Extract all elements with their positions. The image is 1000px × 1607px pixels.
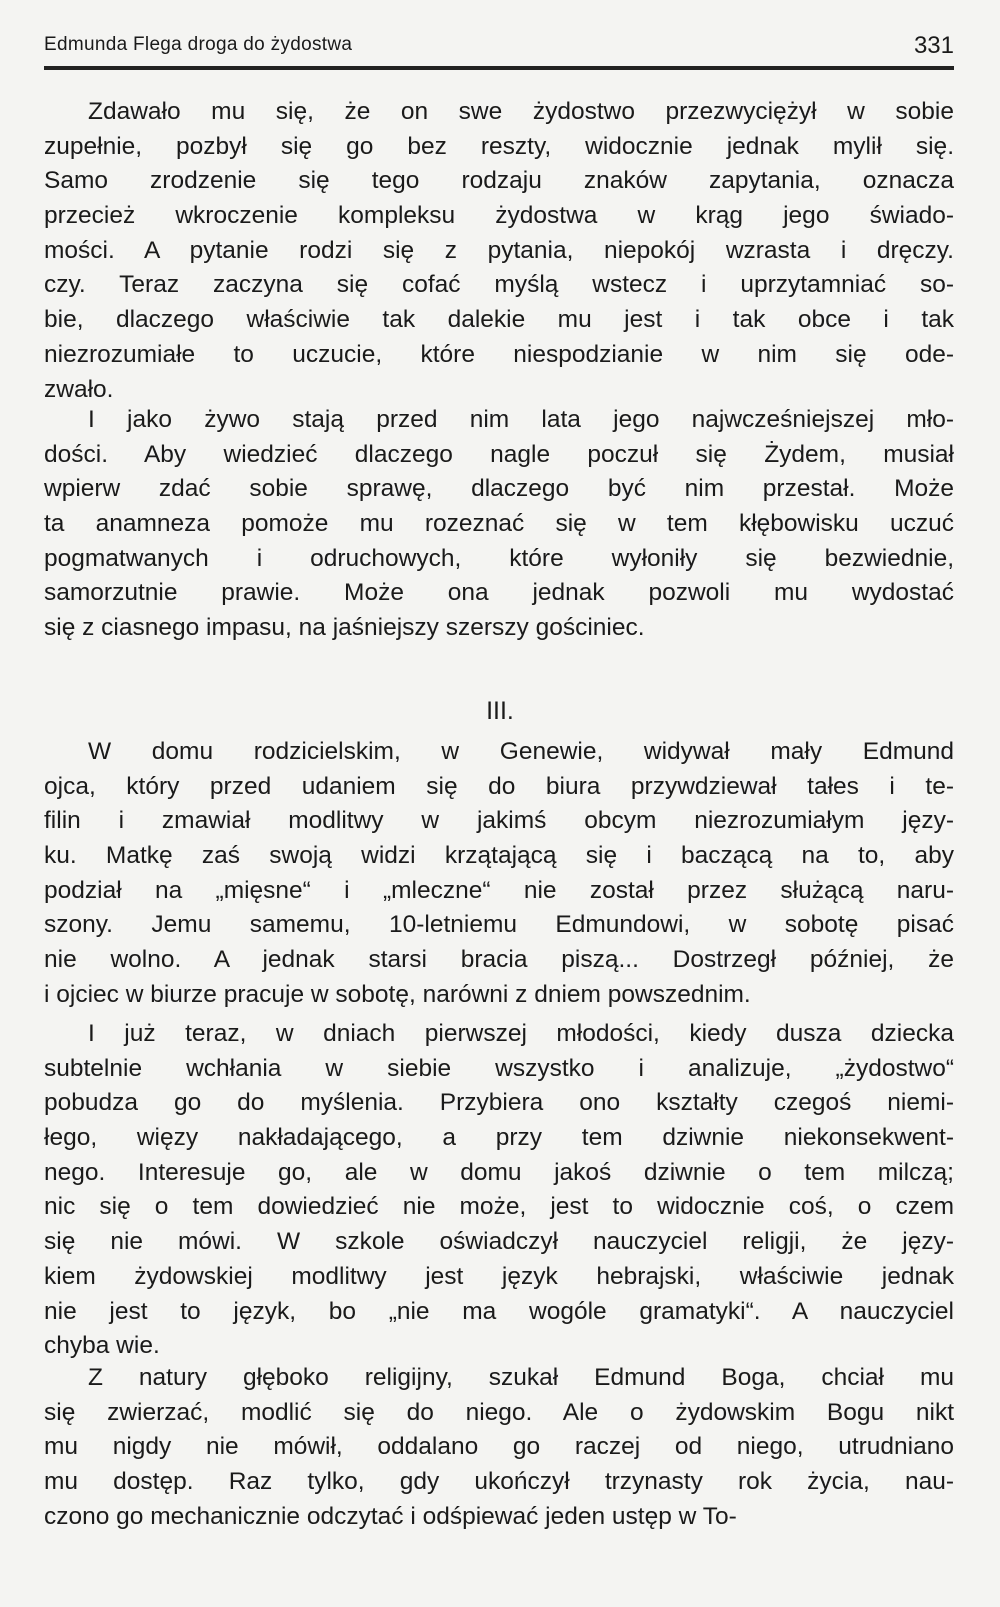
text-line: niezrozumiałe to uczucie, które niespodzianie w nim się ode- (44, 340, 954, 368)
text-line: I jako żywo stają przed nim lata jego najwcześniejszej mło- (88, 406, 954, 433)
text-line: nego. Interesuje go, ale w domu jakoś dziwnie o tem milczą; (44, 1158, 954, 1186)
text-line: pogmatwanych i odruchowych, które wyłoniły się bezwiednie, (44, 544, 954, 572)
text-line: I już teraz, w dniach pierwszej młodości, kiedy dusza dziecka (88, 1020, 954, 1047)
text-line: W domu rodzicielskim, w Genewie, widywał mały Edmund (88, 738, 954, 765)
text-line: nic się o tem dowiedzieć nie może, jest to widocznie coś, o czem (44, 1193, 954, 1221)
text-line: subtelnie wchłania w siebie wszystko i analizuje, „żydostwo“ (44, 1054, 954, 1082)
text-line: się zwierzać, modlić się do niego. Ale o żydowskim Bogu nikt (44, 1398, 954, 1426)
section-heading: III. (486, 697, 514, 725)
text-line: się nie mówi. W szkole oświadczył nauczyciel religji, że języ- (44, 1228, 954, 1256)
text-line: mu nigdy nie mówił, oddalano go raczej od niego, utrudniano (44, 1433, 954, 1461)
text-line: bie, dlaczego właściwie tak dalekie mu jest i tak obce i tak (44, 306, 954, 334)
paragraph (44, 1361, 954, 1534)
paragraph (44, 1017, 954, 1364)
text-line: ojca, który przed udaniem się do biura przywdziewał tałes i te- (44, 772, 954, 800)
text-line: wpierw zdać sobie sprawę, dlaczego być nim przestał. Może (44, 475, 954, 503)
page-number: 331 (913, 32, 954, 59)
running-header (44, 34, 954, 62)
text-line: ta anamneza pomoże mu rozeznać się w tem kłębowisku uczuć (44, 510, 954, 538)
text-line: czono go mechanicznie odczytać i odśpiewać jeden ustęp w To- (44, 1502, 737, 1530)
text-line: się z ciasnego impasu, na jaśniejszy szerszy gościniec. (44, 614, 645, 642)
text-line: chyba wie. (44, 1332, 160, 1360)
text-line: zupełnie, pozbył się go bez reszty, widocznie jednak mylił się. (44, 132, 954, 160)
text-line: i ojciec w biurze pracuje w sobotę, narówni z dniem powszednim. (44, 980, 751, 1008)
text-line: Z natury głęboko religijny, szukał Edmund Boga, chciał mu (88, 1364, 954, 1391)
text-line: mości. A pytanie rodzi się z pytania, niepokój wzrasta i dręczy. (44, 236, 954, 264)
text-line: łego, więzy nakładającego, a przy tem dziwnie niekonsekwent- (44, 1124, 954, 1152)
paragraph (44, 403, 954, 646)
text-line: zwało. (44, 375, 114, 403)
text-line: nie jest to język, bo „nie ma wogóle gramatyki“. A nauczyciel (44, 1297, 954, 1325)
paragraph (44, 95, 954, 407)
running-title: Edmunda Flega droga do żydostwa (44, 34, 353, 55)
text-line: Zdawało mu się, że on swe żydostwo przezwyciężył w sobie (88, 98, 954, 125)
text-line: szony. Jemu samemu, 10-letniemu Edmundowi, w sobotę pisać (44, 911, 954, 939)
text-line: przecież wkroczenie kompleksu żydostwa w krąg jego świado- (44, 202, 954, 230)
paragraph (44, 735, 954, 1013)
header-rule (44, 66, 954, 70)
text-line: Samo zrodzenie się tego rodzaju znaków zapytania, oznacza (44, 167, 954, 195)
text-line: nie wolno. A jednak starsi bracia piszą... Dostrzegł później, że (44, 946, 954, 974)
text-line: czy. Teraz zaczyna się cofać myślą wstecz i uprzytamniać so- (44, 271, 954, 299)
text-line: filin i zmawiał modlitwy w jakimś obcym niezrozumiałym języ- (44, 807, 954, 835)
text-line: pobudza go do myślenia. Przybiera ono kształty czegoś niemi- (44, 1089, 954, 1117)
text-line: dości. Aby wiedzieć dlaczego nagle poczuł się Żydem, musiał (44, 440, 954, 468)
text-line: podział na „mięsne“ i „mleczne“ nie został przez służącą naru- (44, 876, 954, 904)
text-line: mu dostęp. Raz tylko, gdy ukończył trzynasty rok życia, nau- (44, 1468, 954, 1496)
text-line: kiem żydowskiej modlitwy jest język hebrajski, właściwie jednak (44, 1262, 954, 1290)
text-line: samorzutnie prawie. Może ona jednak pozwoli mu wydostać (44, 579, 954, 607)
text-line: ku. Matkę zaś swoją widzi krzątającą się i baczącą na to, aby (44, 842, 954, 870)
